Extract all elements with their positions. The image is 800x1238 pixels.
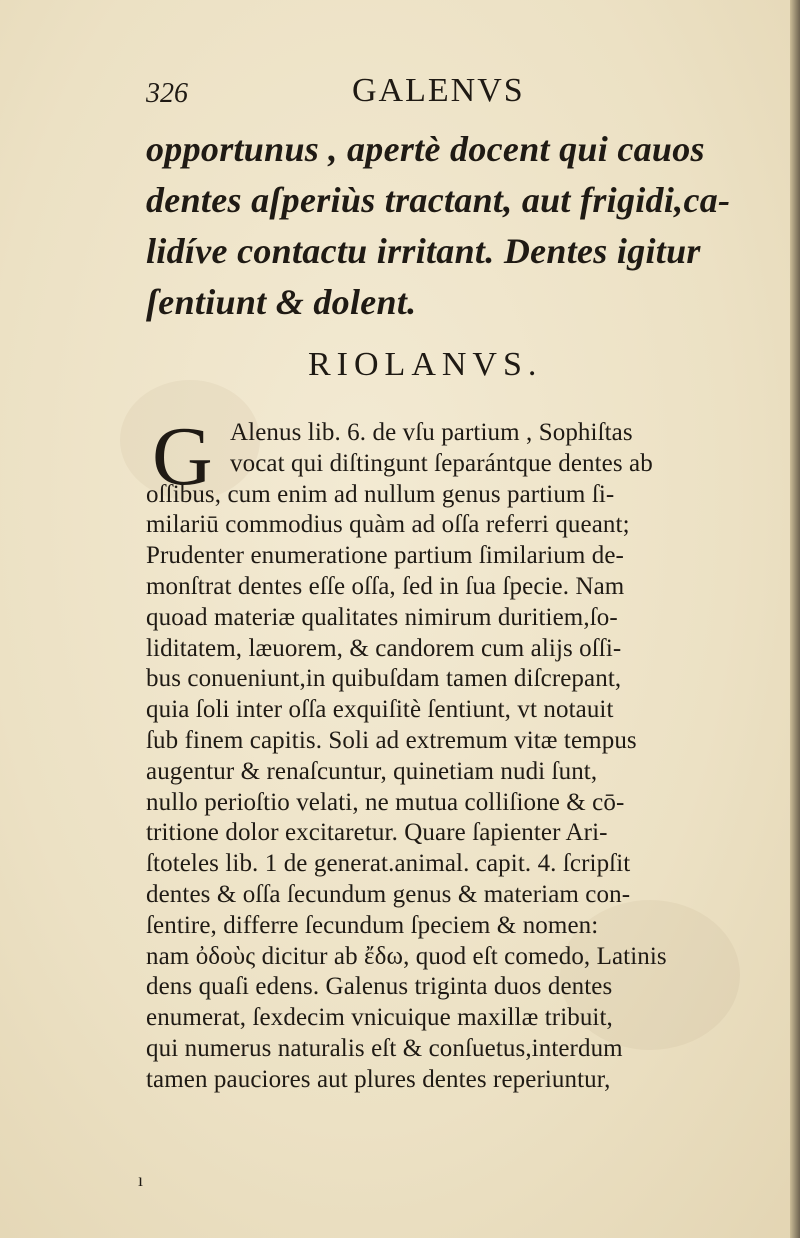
commentary-line: dens quaſi edens. Galenus triginta duos dentes [146, 973, 613, 1001]
commentary-line: bus conueniunt,in quibuſdam tamen diſcrepant, [146, 665, 622, 693]
quote-line: opportunus , apertè docent qui cauos [146, 129, 705, 169]
commentary-line: ſentire, differre ſecundum ſpeciem & nomen: [146, 911, 599, 939]
section-title: RIOLANVS. [308, 346, 543, 383]
commentary-line: quoad materiæ qualitates nimirum duritiem,ſo- [146, 603, 618, 631]
commentary-line: enumerat, ſexdecim vnicuique maxillæ tribuit, [146, 1004, 613, 1032]
commentary-line: Alenus lib. 6. de vſu partium , Sophiſtas [230, 419, 633, 446]
commentary-line: ſtoteles lib. 1 de generat.animal. capit. 4. ſcripſit [146, 850, 631, 878]
commentary-line: milariū commodius quàm ad oſſa referri queant; [146, 511, 630, 539]
footer-mark: ı [138, 1170, 144, 1190]
commentary-line: qui numerus naturalis eſt & conſuetus,interdum [146, 1034, 623, 1062]
page-edge [790, 0, 800, 1238]
commentary-line: Prudenter enumeratione partium ſimilarium de- [146, 542, 624, 570]
page-number: 326 [146, 78, 188, 109]
commentary-line: vocat qui diſtingunt ſeparántque dentes ab [230, 449, 653, 477]
commentary-line: tritione dolor excitaretur. Quare ſapienter Ari- [146, 819, 608, 847]
galen-quote [146, 124, 746, 328]
running-head: GALENVS [352, 72, 525, 109]
quote-line: ſentiunt & dolent. [146, 282, 417, 322]
commentary-line: quia ſoli inter oſſa exquiſitè ſentiunt, vt notauit [146, 696, 614, 724]
commentary-line: augentur & renaſcuntur, quinetiam nudi ſunt, [146, 757, 598, 785]
commentary-line: liditatem, læuorem, & candorem cum alijs oſſi- [146, 634, 622, 662]
commentary-line: oſſibus, cum enim ad nullum genus partium ſi- [146, 480, 615, 508]
commentary-line: ſub finem capitis. Soli ad extremum vitæ tempus [146, 726, 637, 754]
quote-line: dentes aſperiùs tractant, aut frigidi,ca- [146, 180, 731, 220]
commentary-line: monſtrat dentes eſſe oſſa, ſed in ſua ſpecie. Nam [146, 572, 625, 600]
commentary-line: nullo perioſtio velati, ne mutua colliſione & cō- [146, 788, 625, 816]
commentary-text [146, 410, 746, 1096]
commentary-line: dentes & oſſa ſecundum genus & materiam con- [146, 880, 631, 908]
quote-line: lidíve contactu irritant. Dentes igitur [146, 231, 701, 271]
commentary-line: tamen pauciores aut plures dentes reperiuntur, [146, 1065, 611, 1093]
commentary-line: nam ὀδοὺς dicitur ab ἔδω, quod eſt comedo, Latinis [146, 942, 667, 970]
page-header [146, 70, 746, 120]
drop-cap: G [152, 410, 213, 503]
